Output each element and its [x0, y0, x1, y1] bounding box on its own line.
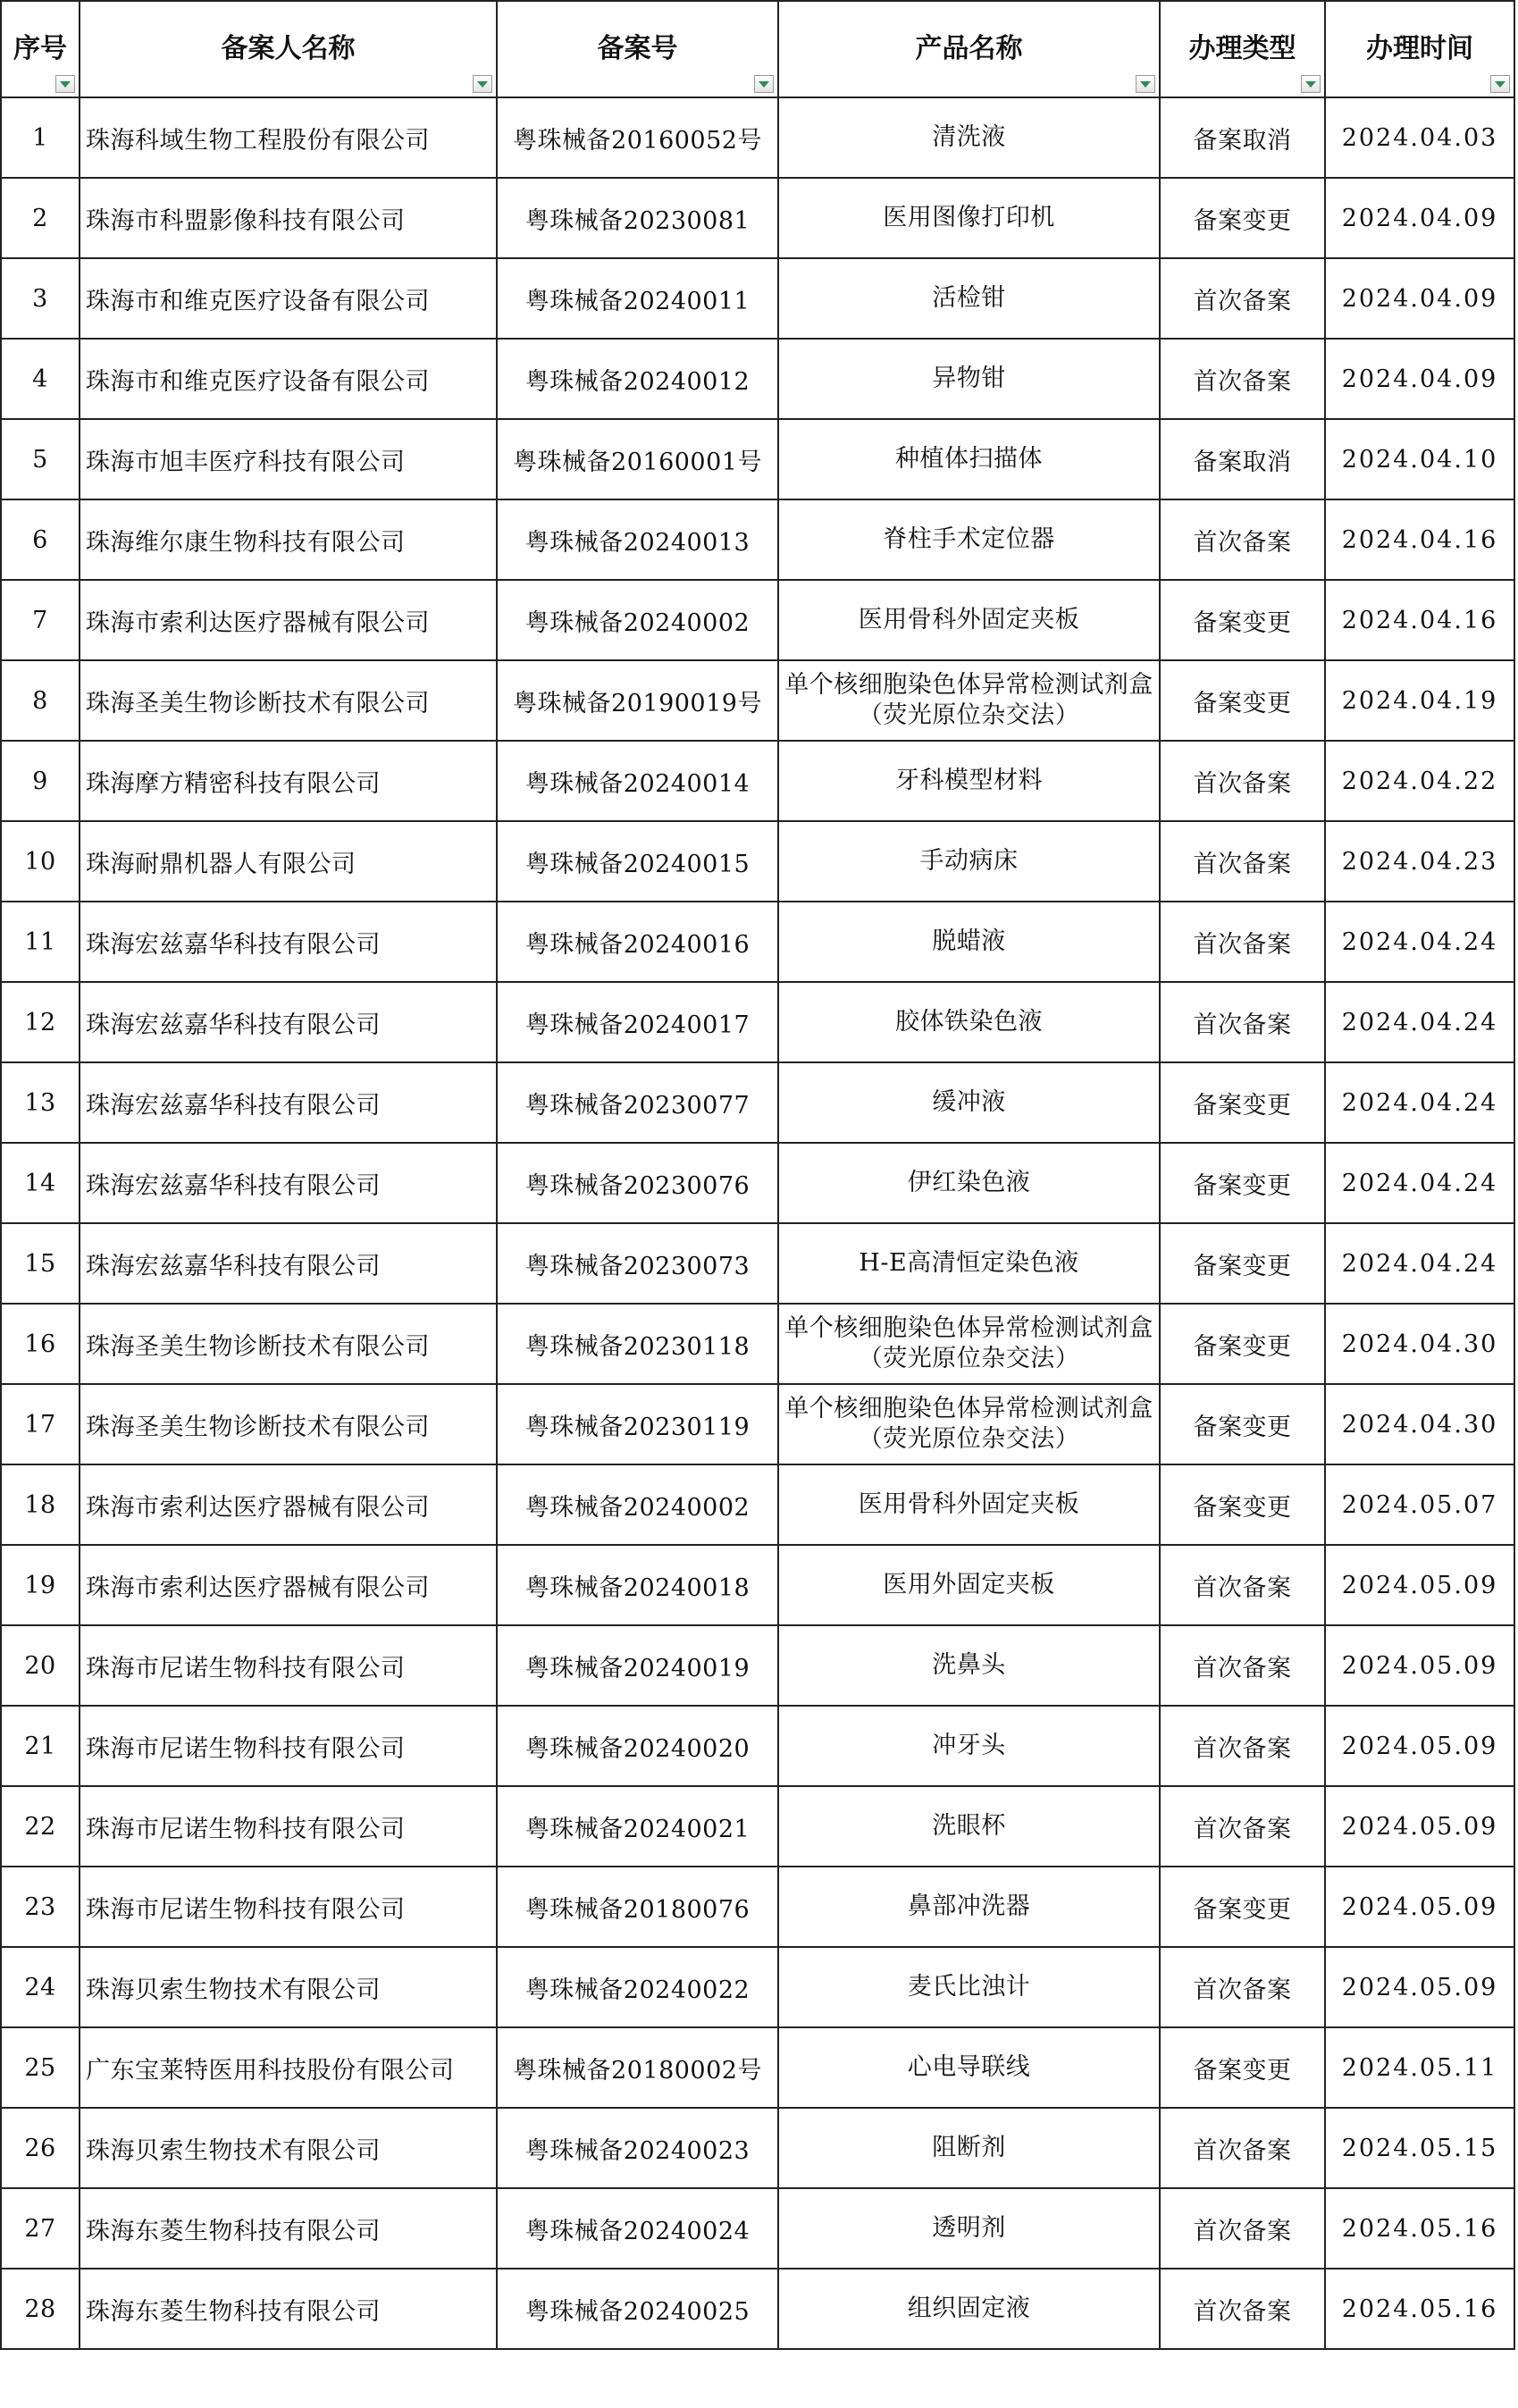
- cell-no[interactable]: 10: [1, 821, 80, 902]
- cell-date[interactable]: 2024.04.24: [1325, 982, 1514, 1062]
- cell-applicant[interactable]: 珠海维尔康生物科技有限公司: [80, 499, 497, 580]
- header-label: 产品名称: [915, 33, 1023, 64]
- cell-product[interactable]: 洗鼻头: [778, 1625, 1160, 1706]
- table-body: [1, 97, 1514, 2349]
- cell-no[interactable]: 21: [1, 1706, 80, 1786]
- table-row[interactable]: [1, 339, 1514, 419]
- cell-type[interactable]: 备案取消: [1160, 419, 1325, 499]
- cell-record-no[interactable]: 粤珠械备20240021: [497, 1786, 778, 1867]
- cell-product[interactable]: 种植体扫描体: [778, 419, 1160, 499]
- header-label: 备案人名称: [221, 33, 356, 64]
- table-row[interactable]: [1, 1223, 1514, 1304]
- cell-no[interactable]: 15: [1, 1223, 80, 1304]
- cell-applicant[interactable]: 珠海宏兹嘉华科技有限公司: [80, 982, 497, 1062]
- table-row[interactable]: [1, 821, 1514, 902]
- cell-applicant[interactable]: 珠海耐鼎机器人有限公司: [80, 821, 497, 902]
- table-row[interactable]: [1, 1786, 1514, 1867]
- cell-product[interactable]: 异物钳: [778, 339, 1160, 419]
- cell-type[interactable]: 首次备案: [1160, 741, 1325, 821]
- cell-type[interactable]: 首次备案: [1160, 1947, 1325, 2027]
- cell-product[interactable]: 脊柱手术定位器: [778, 499, 1160, 580]
- cell-record-no[interactable]: 粤珠械备20240002: [497, 1464, 778, 1545]
- cell-record-no[interactable]: 粤珠械备20240019: [497, 1625, 778, 1706]
- cell-record-no[interactable]: 粤珠械备20160052号: [497, 97, 778, 178]
- cell-date[interactable]: 2024.04.24: [1325, 902, 1514, 982]
- table-row[interactable]: [1, 982, 1514, 1062]
- cell-date[interactable]: 2024.04.10: [1325, 419, 1514, 499]
- table-row[interactable]: [1, 1464, 1514, 1545]
- cell-type[interactable]: 备案取消: [1160, 97, 1325, 178]
- cell-record-no[interactable]: 粤珠械备20230119: [497, 1384, 778, 1464]
- cell-no[interactable]: 28: [1, 2269, 80, 2349]
- cell-type[interactable]: 备案变更: [1160, 1223, 1325, 1304]
- cell-product[interactable]: 冲牙头: [778, 1706, 1160, 1786]
- table-row[interactable]: [1, 580, 1514, 660]
- cell-no[interactable]: 20: [1, 1625, 80, 1706]
- cell-type[interactable]: 备案变更: [1160, 1384, 1325, 1464]
- cell-record-no[interactable]: 粤珠械备20190019号: [497, 660, 778, 741]
- table-row[interactable]: [1, 258, 1514, 339]
- cell-no[interactable]: 3: [1, 258, 80, 339]
- table-row[interactable]: [1, 660, 1514, 741]
- cell-record-no[interactable]: 粤珠械备20240011: [497, 258, 778, 339]
- cell-applicant[interactable]: 珠海圣美生物诊断技术有限公司: [80, 1384, 497, 1464]
- table-row[interactable]: [1, 499, 1514, 580]
- table-row[interactable]: [1, 1545, 1514, 1625]
- cell-no[interactable]: 12: [1, 982, 80, 1062]
- cell-product[interactable]: 组织固定液: [778, 2269, 1160, 2349]
- cell-applicant[interactable]: 珠海市和维克医疗设备有限公司: [80, 339, 497, 419]
- table-row[interactable]: [1, 2108, 1514, 2188]
- cell-applicant[interactable]: 珠海宏兹嘉华科技有限公司: [80, 1062, 497, 1143]
- cell-product[interactable]: 活检钳: [778, 258, 1160, 339]
- cell-no[interactable]: 11: [1, 902, 80, 982]
- header-type: [1160, 1, 1325, 97]
- cell-product[interactable]: 心电导联线: [778, 2027, 1160, 2108]
- filter-dropdown-icon[interactable]: [1301, 75, 1321, 93]
- cell-type[interactable]: 首次备案: [1160, 1545, 1325, 1625]
- cell-date[interactable]: 2024.04.16: [1325, 580, 1514, 660]
- cell-product[interactable]: 透明剂: [778, 2188, 1160, 2269]
- header-product: [778, 1, 1160, 97]
- table-row[interactable]: [1, 741, 1514, 821]
- header-record-no: [497, 1, 778, 97]
- cell-applicant[interactable]: 珠海摩方精密科技有限公司: [80, 741, 497, 821]
- cell-record-no[interactable]: 粤珠械备20240024: [497, 2188, 778, 2269]
- cell-record-no[interactable]: 粤珠械备20240023: [497, 2108, 778, 2188]
- cell-type[interactable]: 首次备案: [1160, 982, 1325, 1062]
- cell-date[interactable]: 2024.04.30: [1325, 1384, 1514, 1464]
- header-label: 办理时间: [1366, 33, 1473, 64]
- table-header: [1, 1, 1514, 97]
- cell-record-no[interactable]: 粤珠械备20240012: [497, 339, 778, 419]
- cell-product[interactable]: 牙科模型材料: [778, 741, 1160, 821]
- cell-applicant[interactable]: 珠海宏兹嘉华科技有限公司: [80, 1223, 497, 1304]
- cell-record-no[interactable]: 粤珠械备20240014: [497, 741, 778, 821]
- header-date: [1325, 1, 1514, 97]
- cell-record-no[interactable]: 粤珠械备20240022: [497, 1947, 778, 2027]
- cell-applicant[interactable]: 珠海市尼诺生物科技有限公司: [80, 1706, 497, 1786]
- cell-record-no[interactable]: 粤珠械备20240013: [497, 499, 778, 580]
- cell-applicant[interactable]: 珠海圣美生物诊断技术有限公司: [80, 1304, 497, 1384]
- cell-product[interactable]: 医用图像打印机: [778, 178, 1160, 258]
- cell-record-no[interactable]: 粤珠械备20240002: [497, 580, 778, 660]
- cell-applicant[interactable]: 珠海市索利达医疗器械有限公司: [80, 580, 497, 660]
- cell-product[interactable]: 医用外固定夹板: [778, 1545, 1160, 1625]
- cell-applicant[interactable]: 珠海东菱生物科技有限公司: [80, 2269, 497, 2349]
- cell-applicant[interactable]: 珠海市尼诺生物科技有限公司: [80, 1625, 497, 1706]
- cell-product[interactable]: 麦氏比浊计: [778, 1947, 1160, 2027]
- cell-product[interactable]: 洗眼杯: [778, 1786, 1160, 1867]
- cell-type[interactable]: 首次备案: [1160, 2269, 1325, 2349]
- filter-dropdown-icon[interactable]: [1136, 75, 1155, 93]
- cell-product[interactable]: 单个核细胞染色体异常检测试剂盒（荧光原位杂交法）: [778, 1384, 1160, 1464]
- cell-date[interactable]: 2024.04.16: [1325, 499, 1514, 580]
- cell-product[interactable]: H-E高清恒定染色液: [778, 1223, 1160, 1304]
- filter-dropdown-icon[interactable]: [754, 75, 774, 93]
- cell-no[interactable]: 5: [1, 419, 80, 499]
- cell-date[interactable]: 2024.05.09: [1325, 1706, 1514, 1786]
- cell-applicant[interactable]: 珠海市科盟影像科技有限公司: [80, 178, 497, 258]
- filter-dropdown-icon[interactable]: [55, 75, 75, 93]
- cell-product[interactable]: 脱蜡液: [778, 902, 1160, 982]
- cell-no[interactable]: 9: [1, 741, 80, 821]
- cell-date[interactable]: 2024.05.09: [1325, 1545, 1514, 1625]
- cell-product[interactable]: 缓冲液: [778, 1062, 1160, 1143]
- table-row[interactable]: [1, 2027, 1514, 2108]
- cell-type[interactable]: 备案变更: [1160, 1143, 1325, 1223]
- table-row[interactable]: [1, 1867, 1514, 1947]
- cell-record-no[interactable]: 粤珠械备20240020: [497, 1706, 778, 1786]
- header-applicant: [80, 1, 497, 97]
- table-row[interactable]: [1, 1706, 1514, 1786]
- cell-applicant[interactable]: 珠海市索利达医疗器械有限公司: [80, 1545, 497, 1625]
- cell-type[interactable]: 备案变更: [1160, 1304, 1325, 1384]
- cell-product[interactable]: 阻断剂: [778, 2108, 1160, 2188]
- cell-no[interactable]: 19: [1, 1545, 80, 1625]
- cell-type[interactable]: 首次备案: [1160, 1706, 1325, 1786]
- cell-date[interactable]: 2024.04.03: [1325, 97, 1514, 178]
- cell-no[interactable]: 13: [1, 1062, 80, 1143]
- cell-applicant[interactable]: 珠海市尼诺生物科技有限公司: [80, 1867, 497, 1947]
- cell-type[interactable]: 首次备案: [1160, 1786, 1325, 1867]
- table-row[interactable]: [1, 97, 1514, 178]
- table-row[interactable]: [1, 1947, 1514, 2027]
- cell-date[interactable]: 2024.04.30: [1325, 1304, 1514, 1384]
- table-row[interactable]: [1, 1304, 1514, 1384]
- cell-applicant[interactable]: 珠海市和维克医疗设备有限公司: [80, 258, 497, 339]
- table-row[interactable]: [1, 2188, 1514, 2269]
- cell-product[interactable]: 手动病床: [778, 821, 1160, 902]
- cell-type[interactable]: 首次备案: [1160, 499, 1325, 580]
- table-row[interactable]: [1, 419, 1514, 499]
- cell-type[interactable]: 首次备案: [1160, 1625, 1325, 1706]
- cell-type[interactable]: 首次备案: [1160, 2188, 1325, 2269]
- cell-no[interactable]: 2: [1, 178, 80, 258]
- header-label: 办理类型: [1188, 33, 1296, 64]
- cell-product[interactable]: 鼻部冲洗器: [778, 1867, 1160, 1947]
- cell-type[interactable]: 备案变更: [1160, 660, 1325, 741]
- cell-no[interactable]: 7: [1, 580, 80, 660]
- cell-type[interactable]: 备案变更: [1160, 1062, 1325, 1143]
- cell-date[interactable]: 2024.05.09: [1325, 1786, 1514, 1867]
- cell-date[interactable]: 2024.04.09: [1325, 258, 1514, 339]
- cell-record-no[interactable]: 粤珠械备20240015: [497, 821, 778, 902]
- filter-dropdown-icon[interactable]: [1490, 75, 1510, 93]
- cell-no[interactable]: 4: [1, 339, 80, 419]
- cell-product[interactable]: 胶体铁染色液: [778, 982, 1160, 1062]
- cell-date[interactable]: 2024.04.24: [1325, 1143, 1514, 1223]
- cell-no[interactable]: 16: [1, 1304, 80, 1384]
- cell-applicant[interactable]: 广东宝莱特医用科技股份有限公司: [80, 2027, 497, 2108]
- cell-applicant[interactable]: 珠海贝索生物技术有限公司: [80, 2108, 497, 2188]
- cell-date[interactable]: 2024.04.19: [1325, 660, 1514, 741]
- cell-record-no[interactable]: 粤珠械备20240017: [497, 982, 778, 1062]
- table-row[interactable]: [1, 902, 1514, 982]
- cell-record-no[interactable]: 粤珠械备20240016: [497, 902, 778, 982]
- cell-record-no[interactable]: 粤珠械备20240018: [497, 1545, 778, 1625]
- cell-no[interactable]: 27: [1, 2188, 80, 2269]
- cell-applicant[interactable]: 珠海圣美生物诊断技术有限公司: [80, 660, 497, 741]
- cell-applicant[interactable]: 珠海贝索生物技术有限公司: [80, 1947, 497, 2027]
- cell-record-no[interactable]: 粤珠械备20180002号: [497, 2027, 778, 2108]
- cell-date[interactable]: 2024.05.09: [1325, 1625, 1514, 1706]
- table-row[interactable]: [1, 1384, 1514, 1464]
- cell-date[interactable]: 2024.04.24: [1325, 1062, 1514, 1143]
- cell-type[interactable]: 备案变更: [1160, 178, 1325, 258]
- cell-date[interactable]: 2024.04.24: [1325, 1223, 1514, 1304]
- cell-type[interactable]: 首次备案: [1160, 258, 1325, 339]
- cell-no[interactable]: 22: [1, 1786, 80, 1867]
- cell-no[interactable]: 23: [1, 1867, 80, 1947]
- cell-no[interactable]: 25: [1, 2027, 80, 2108]
- cell-record-no[interactable]: 粤珠械备20180076: [497, 1867, 778, 1947]
- table-row[interactable]: [1, 178, 1514, 258]
- cell-type[interactable]: 首次备案: [1160, 339, 1325, 419]
- table-row[interactable]: [1, 1625, 1514, 1706]
- table-row[interactable]: [1, 1143, 1514, 1223]
- cell-date[interactable]: 2024.05.11: [1325, 2027, 1514, 2108]
- cell-applicant[interactable]: 珠海宏兹嘉华科技有限公司: [80, 1143, 497, 1223]
- cell-date[interactable]: 2024.05.16: [1325, 2188, 1514, 2269]
- cell-product[interactable]: 医用骨科外固定夹板: [778, 580, 1160, 660]
- cell-date[interactable]: 2024.05.09: [1325, 1947, 1514, 2027]
- table-row[interactable]: [1, 1062, 1514, 1143]
- cell-product[interactable]: 伊红染色液: [778, 1143, 1160, 1223]
- cell-product[interactable]: 单个核细胞染色体异常检测试剂盒（荧光原位杂交法）: [778, 1304, 1160, 1384]
- cell-no[interactable]: 14: [1, 1143, 80, 1223]
- cell-type[interactable]: 备案变更: [1160, 580, 1325, 660]
- cell-product[interactable]: 单个核细胞染色体异常检测试剂盒（荧光原位杂交法）: [778, 660, 1160, 741]
- cell-record-no[interactable]: 粤珠械备20230081: [497, 178, 778, 258]
- filter-dropdown-icon[interactable]: [473, 75, 492, 93]
- cell-date[interactable]: 2024.05.16: [1325, 2269, 1514, 2349]
- cell-type[interactable]: 首次备案: [1160, 2108, 1325, 2188]
- header-no: [1, 1, 80, 97]
- cell-date[interactable]: 2024.05.09: [1325, 1867, 1514, 1947]
- cell-record-no[interactable]: 粤珠械备20230077: [497, 1062, 778, 1143]
- cell-product[interactable]: 清洗液: [778, 97, 1160, 178]
- table-row[interactable]: [1, 2269, 1514, 2349]
- cell-date[interactable]: 2024.04.09: [1325, 178, 1514, 258]
- cell-type[interactable]: 首次备案: [1160, 821, 1325, 902]
- cell-date[interactable]: 2024.04.22: [1325, 741, 1514, 821]
- cell-no[interactable]: 24: [1, 1947, 80, 2027]
- cell-date[interactable]: 2024.04.23: [1325, 821, 1514, 902]
- cell-no[interactable]: 8: [1, 660, 80, 741]
- cell-date[interactable]: 2024.04.09: [1325, 339, 1514, 419]
- cell-applicant[interactable]: 珠海市尼诺生物科技有限公司: [80, 1786, 497, 1867]
- cell-type[interactable]: 备案变更: [1160, 2027, 1325, 2108]
- cell-type[interactable]: 备案变更: [1160, 1867, 1325, 1947]
- cell-applicant[interactable]: 珠海市索利达医疗器械有限公司: [80, 1464, 497, 1545]
- cell-applicant[interactable]: 珠海宏兹嘉华科技有限公司: [80, 902, 497, 982]
- cell-no[interactable]: 6: [1, 499, 80, 580]
- cell-date[interactable]: 2024.05.07: [1325, 1464, 1514, 1545]
- cell-applicant[interactable]: 珠海东菱生物科技有限公司: [80, 2188, 497, 2269]
- cell-record-no[interactable]: 粤珠械备20240025: [497, 2269, 778, 2349]
- cell-no[interactable]: 1: [1, 97, 80, 178]
- cell-no[interactable]: 18: [1, 1464, 80, 1545]
- cell-record-no[interactable]: 粤珠械备20230118: [497, 1304, 778, 1384]
- header-row: [1, 1, 1514, 97]
- header-label: 备案号: [597, 33, 678, 64]
- cell-product[interactable]: 医用骨科外固定夹板: [778, 1464, 1160, 1545]
- cell-record-no[interactable]: 粤珠械备20160001号: [497, 419, 778, 499]
- cell-record-no[interactable]: 粤珠械备20230073: [497, 1223, 778, 1304]
- cell-applicant[interactable]: 珠海市旭丰医疗科技有限公司: [80, 419, 497, 499]
- cell-applicant[interactable]: 珠海科域生物工程股份有限公司: [80, 97, 497, 178]
- cell-no[interactable]: 26: [1, 2108, 80, 2188]
- cell-date[interactable]: 2024.05.15: [1325, 2108, 1514, 2188]
- cell-type[interactable]: 首次备案: [1160, 902, 1325, 982]
- cell-no[interactable]: 17: [1, 1384, 80, 1464]
- cell-type[interactable]: 备案变更: [1160, 1464, 1325, 1545]
- header-label: 序号: [13, 33, 67, 64]
- cell-record-no[interactable]: 粤珠械备20230076: [497, 1143, 778, 1223]
